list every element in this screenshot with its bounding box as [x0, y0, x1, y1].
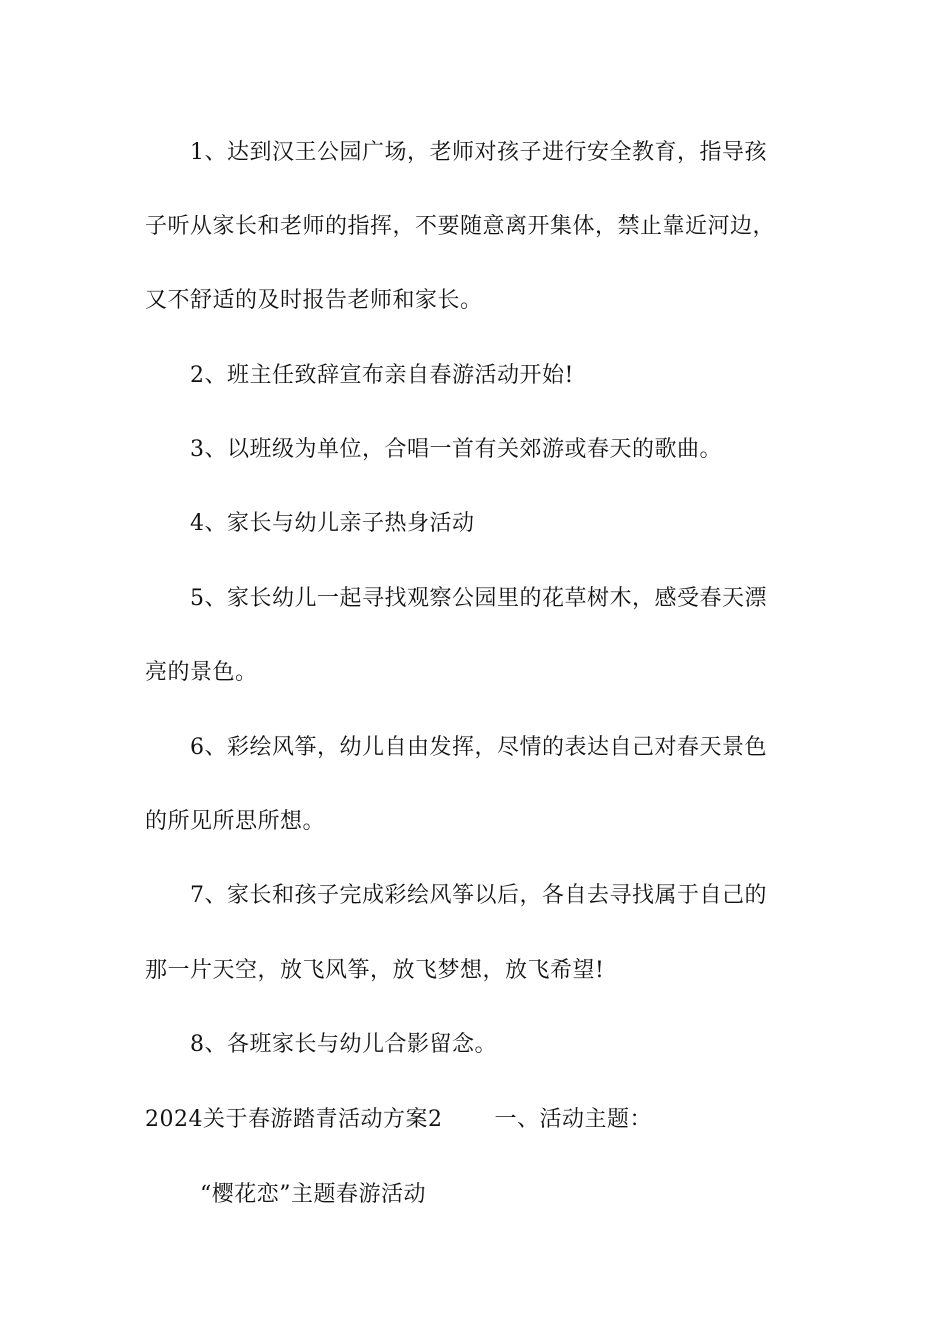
paragraph-line: 的所见所思所想。 — [145, 809, 326, 834]
theme-line: “樱花恋”主题春游活动 — [200, 1182, 426, 1207]
paragraph-line: 7、家长和孩子完成彩绘风筝以后，各自去寻找属于自己的 — [190, 883, 767, 908]
paragraph-line: 3、以班级为单位，合唱一首有关郊游或春天的歌曲。 — [190, 437, 722, 462]
paragraph-line: 4、家长与幼儿亲子热身活动 — [190, 511, 475, 536]
paragraph-line: 5、家长幼儿一起寻找观察公园里的花草树木，感受春天漂 — [190, 586, 767, 611]
paragraph-line: 那一片天空，放飞风筝，放飞梦想，放飞希望! — [145, 958, 605, 983]
document-title: 2024关于春游踏青活动方案2 — [145, 1107, 443, 1132]
paragraph-line: 亮的景色。 — [145, 660, 258, 685]
section-heading — [145, 1105, 825, 1135]
paragraph-line: 1、达到汉王公园广场，老师对孩子进行安全教育，指导孩 — [190, 140, 767, 165]
paragraph-line: 又不舒适的及时报告老师和家长。 — [145, 288, 483, 313]
paragraph-line: 8、各班家长与幼儿合影留念。 — [190, 1032, 497, 1057]
section-title: 一、活动主题： — [494, 1107, 653, 1132]
paragraph-line: 2、班主任致辞宣布亲自春游活动开始! — [190, 363, 574, 388]
paragraph-line: 6、彩绘风筝，幼儿自由发挥，尽情的表达自己对春天景色 — [190, 735, 767, 760]
paragraph-line: 子听从家长和老师的指挥，不要随意离开集体，禁止靠近河边， — [145, 214, 776, 239]
